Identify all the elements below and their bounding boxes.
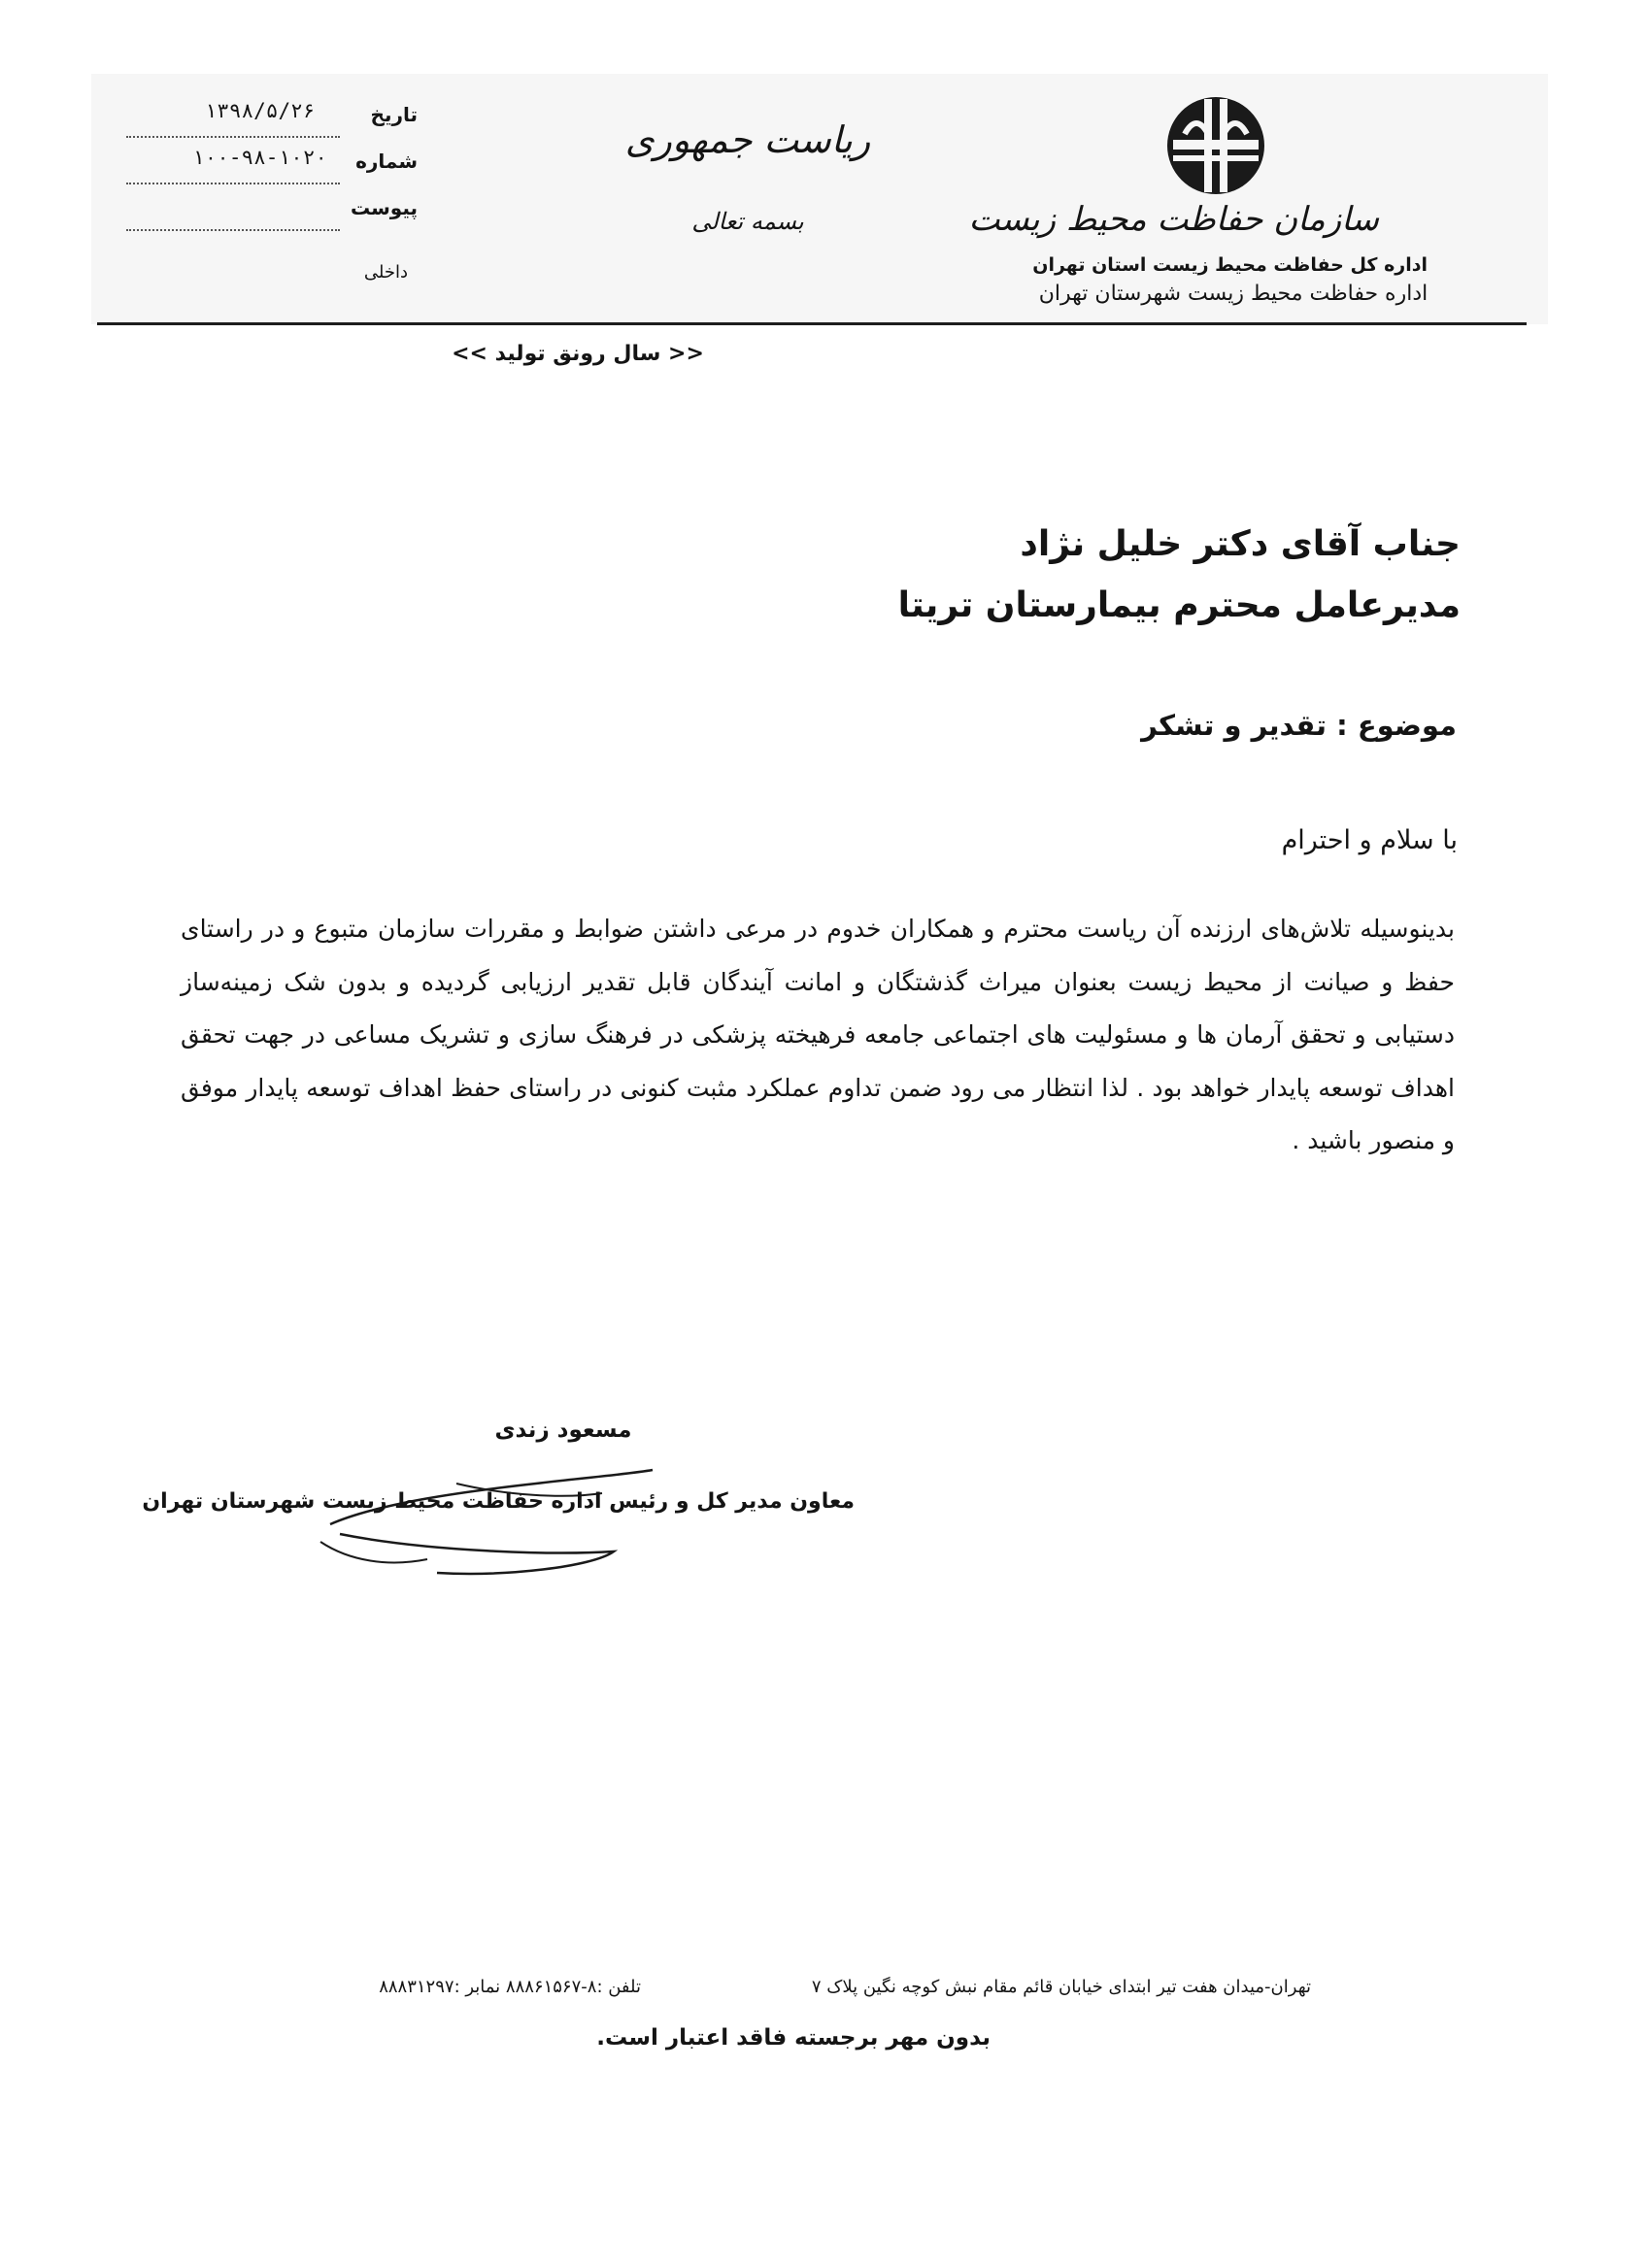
- attachment-label: پیوست: [350, 196, 418, 219]
- number-label: شماره: [355, 150, 418, 173]
- internal-label: داخلی: [363, 262, 408, 283]
- letter-body: بدینوسیله تلاش‌های ارزنده آن ریاست محترم و همکاران خدوم در مرعی داشتن ضوابط و مقررات سازمان متبوع و در راستای حفظ و صیانت از محیط زیست بعنوان میراث گذشتگان و امانت آیندگان قابل تقدیر ارزیابی گردیده و بدون شک زمینه‌ساز دستیابی و تحقق آرمان ها و مسئولیت های اجتماعی جامعه فرهیخته پزشکی در فرهنگ سازی و تشریک مساعی در جهت تحقق اهداف توسعه پایدار خواهد بود . لذا انتظار می رود ضمن تداوم عملکرد مثبت کنونی در راستای حفظ اهداف توسعه پایدار موفق و منصور باشید .: [181, 915, 1455, 1154]
- attachment-row: [126, 196, 418, 235]
- footer-phone-fax: تلفن :۸-۸۸۸۶۱۵۶۷ نمابر :۸۸۸۳۱۲۹۷: [379, 1977, 641, 1997]
- date-value: ۱۳۹۸/۵/۲۶: [204, 99, 316, 122]
- stamp-notice: بدون مهر برجسته فاقد اعتبار است.: [596, 2025, 991, 2051]
- footer-address: تهران-میدان هفت تیر ابتدای خیابان قائم مقام نبش کوچه نگین پلاک ۷: [811, 1977, 1311, 1997]
- recipient-title: مدیرعامل محترم بیمارستان تریتا: [897, 585, 1461, 625]
- greeting: با سلام و احترام: [1281, 825, 1458, 855]
- environment-organization-logo: [1165, 95, 1266, 196]
- signatory-name: مسعود زندی: [494, 1418, 632, 1443]
- signatory-title: معاون مدیر کل و رئیس اداره حفاظت محیط زیست شهرستان تهران: [142, 1489, 855, 1514]
- emblem-icon: [1165, 95, 1266, 196]
- subject-line: موضوع : تقدیر و تشکر: [1141, 709, 1457, 742]
- year-slogan: << سال رونق تولید >>: [452, 342, 704, 366]
- attachment-dotted-line: [126, 229, 340, 231]
- handwritten-signature: [311, 1445, 660, 1590]
- recipient-name: جناب آقای دکتر خلیل نژاد: [1020, 524, 1461, 564]
- date-label: تاریخ: [370, 103, 418, 126]
- bismillah-text: بسمه تعالی: [691, 208, 804, 235]
- provincial-office-line: اداره کل حفاظت محیط زیست استان تهران: [1032, 254, 1428, 276]
- number-value: ۱۰۰-۹۸-۱۰۲۰: [191, 146, 328, 169]
- date-row: [126, 99, 418, 142]
- number-row: [126, 146, 418, 188]
- city-office-line: اداره حفاظت محیط زیست شهرستان تهران: [1038, 282, 1429, 306]
- header-rule: [97, 322, 1527, 325]
- organization-name: سازمان حفاظت محیط زیست: [968, 200, 1379, 239]
- number-dotted-line: [126, 183, 340, 184]
- presidency-title: ریاست جمهوری: [624, 118, 871, 161]
- date-dotted-line: [126, 136, 340, 138]
